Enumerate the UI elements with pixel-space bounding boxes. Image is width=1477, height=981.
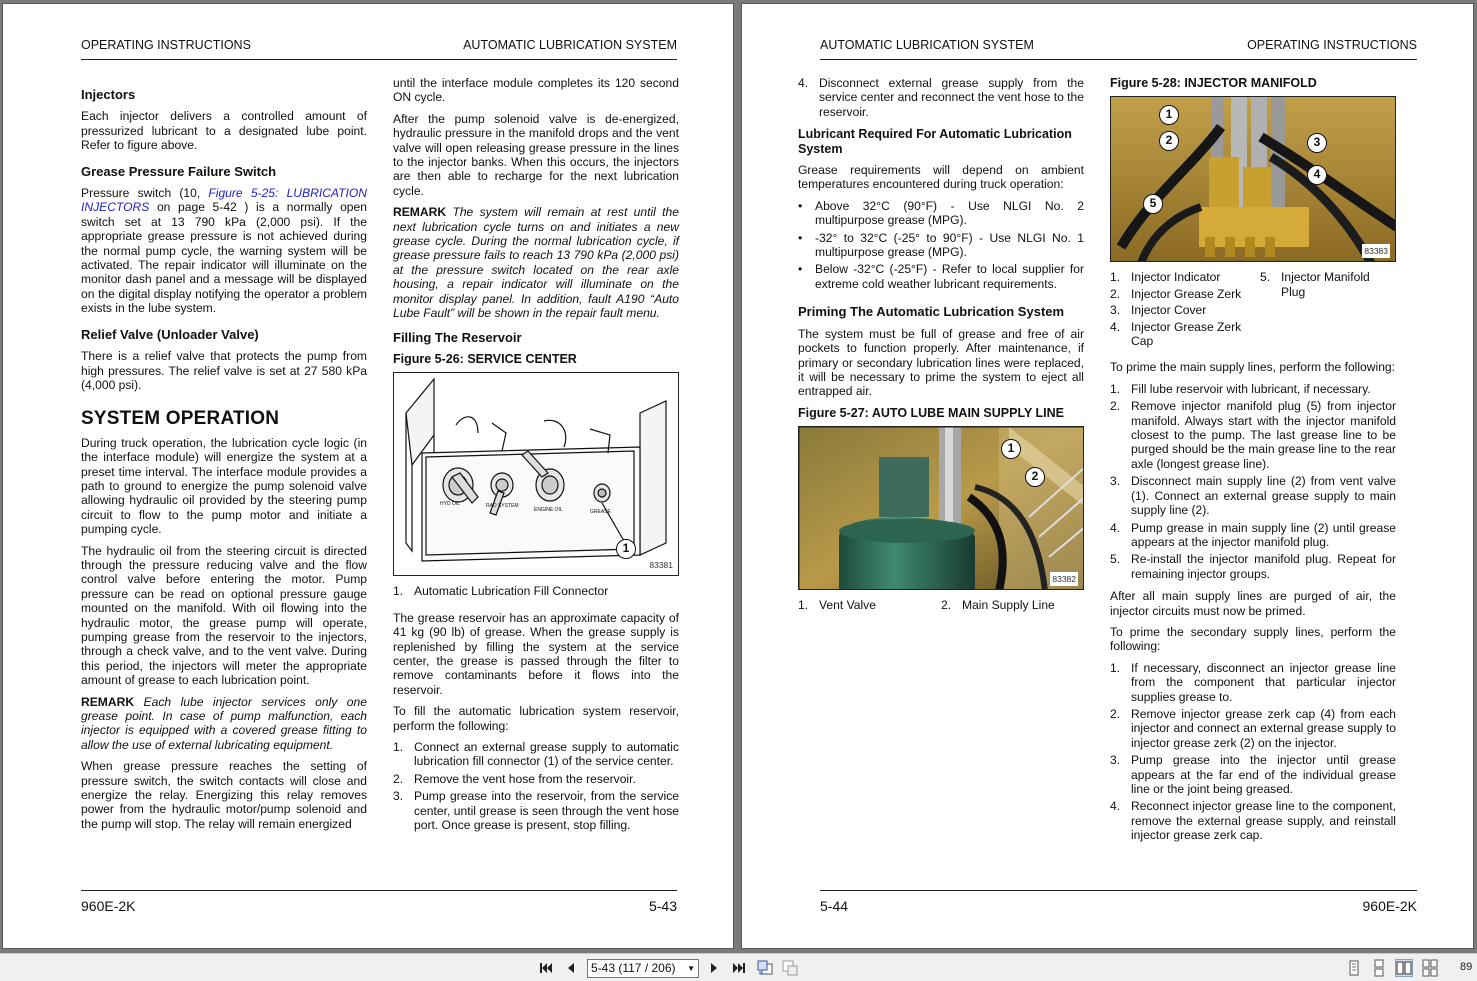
label-engine-oil: ENGINE OIL bbox=[534, 507, 563, 514]
fig28-callout-5: 5 bbox=[1143, 194, 1163, 214]
fig27-callout-1: 1 bbox=[1001, 439, 1021, 459]
fig26-id: 83381 bbox=[649, 559, 673, 570]
fig26-legend-item: 1. Automatic Lubrication Fill Connector bbox=[393, 584, 609, 599]
zoom-level[interactable]: 89 bbox=[1460, 961, 1473, 973]
col2-para-2: After the pump solenoid valve is de-energized, hydraulic pressure in the manifold drops and the vent valve will open releasing grease pressure in the lines to the injector banks. When this occurs, the injectors are then able to recharge for the next lubrication cycle. bbox=[393, 111, 679, 198]
right-header-left: AUTOMATIC LUBRICATION SYSTEM bbox=[820, 38, 1034, 52]
right-footer bbox=[820, 890, 1417, 920]
fig28-callout-1: 1 bbox=[1159, 105, 1179, 125]
lubricant-heading: Lubricant Required For Automatic Lubrication System bbox=[798, 127, 1072, 156]
injectors-text: Each injector delivers a controlled amount of pressurized lubricant to a designated lube point. Refer to figure above. bbox=[81, 109, 367, 153]
right-page bbox=[741, 3, 1474, 949]
lubricant-text: Grease requirements will depend on ambient temperatures encountered during truck operation: bbox=[798, 163, 1084, 192]
remark-2: REMARK The system will remain at rest until the next lubrication cycle turns on and initiates a new grease cycle. During the normal lubrication cycle, if grease pressure fails to reach 13 790 kPa (2,000 psi) at the pressure switch located on the rear axle housing, a repair indicator will illuminate on the monitor display panel. In addition, fault A190 “Auto Lube Fault” will be shown in the repair fault menu. bbox=[393, 205, 679, 321]
col2-para-1: until the interface module completes its 120 second ON cycle. bbox=[393, 76, 679, 105]
left-footer-right: 5-43 bbox=[648, 898, 677, 914]
grease-bullets bbox=[798, 199, 1084, 291]
prev-page-icon[interactable] bbox=[562, 959, 580, 977]
single-page-icon[interactable] bbox=[1345, 959, 1363, 977]
viewer-toolbar bbox=[0, 953, 1477, 981]
filling-heading: Filling The Reservoir bbox=[393, 329, 522, 345]
fig28-legend-item: 1. Injector Indicator bbox=[1110, 270, 1221, 285]
figure-5-27-main-supply-line bbox=[798, 426, 1084, 590]
right-col-2 bbox=[1110, 76, 1396, 851]
fill-step: 2. Remove the vent hose from the reservoir. bbox=[393, 771, 636, 786]
secondary-prime-intro: To prime the secondary supply lines, perform the following: bbox=[1110, 624, 1396, 654]
priming-text: The system must be full of grease and free of air pockets to function properly. After maintenance, if primary or secondary lubrication lines were replaced, it will be necessary to prime the system to eject all entrapped air. bbox=[798, 326, 1084, 399]
secondary-prime-step: 3. Pump grease into the injector until grease appears at the far end of the individual grease line or the joint being greased. bbox=[1110, 753, 1396, 796]
left-page bbox=[2, 3, 734, 949]
system-operation-heading: SYSTEM OPERATION bbox=[81, 408, 280, 430]
grease-bullet: • Above 32°C (90°F) - Use NLGI No. 2 multipurpose grease (MPG). bbox=[798, 199, 1084, 228]
grease-switch-text: Pressure switch (10, Figure 5-25: LUBRICATION INJECTORS on page 5-42 ) is a normally open switch set at 13 790 kPa (2,000 psi). If the appropriate grease pressure is not achieved during the normal pump cycle, the warning system will be activated. The repair indicator will illuminate on the monitor dash panel and a message will be displayed on the digital display notifying the operator a problem exists in the lube system. bbox=[81, 186, 367, 316]
figure-5-26-service-center bbox=[393, 372, 679, 576]
fig28-legend-right bbox=[1260, 270, 1396, 350]
fig27-legend-item: 2. Main Supply Line bbox=[941, 598, 1055, 613]
fig26-legend bbox=[393, 584, 679, 598]
fig28-legend-item: 3. Injector Cover bbox=[1110, 303, 1207, 318]
fill-step: 3. Pump grease into the reservoir, from the service center, until grease is seen through the vent hose port. Once grease is present, stop filling. bbox=[393, 789, 679, 832]
last-page-icon[interactable] bbox=[730, 959, 748, 977]
secondary-prime-steps bbox=[1110, 661, 1396, 843]
fill-step: 1. Connect an external grease supply to automatic lubrication fill connector (1) of the service center. bbox=[393, 739, 679, 769]
priming-heading: Priming The Automatic Lubrication System bbox=[798, 304, 1065, 320]
main-prime-step: 2. Remove injector manifold plug (5) from injector manifold. Always start with the injector manifold closest to the pump. The last grease line to be purged should be the main grease line to the rear axle (longest grease line). bbox=[1110, 399, 1396, 471]
fig28-callout-4: 4 bbox=[1307, 165, 1327, 185]
relief-valve-heading: Relief Valve (Unloader Valve) bbox=[81, 326, 259, 342]
main-prime-steps bbox=[1110, 382, 1396, 581]
grease-bullet: • -32° to 32°C (-25° to 90°F) - Use NLGI No. 1 multipurpose grease (MPG). bbox=[798, 231, 1084, 260]
grease-switch-heading: Grease Pressure Failure Switch bbox=[81, 163, 277, 179]
left-footer bbox=[81, 890, 677, 920]
sysop-para-1: During truck operation, the lubrication cycle logic (in the interface module) will energize the system at a preset time interval. The interface module provides a path to ground to energize the pump solenoid valve allowing hydraulic oil provided by the steering pump circuit to flow to the pump motor and initiate a pumping cycle. bbox=[81, 435, 367, 537]
next-page-icon[interactable] bbox=[705, 959, 723, 977]
service-center-drawing bbox=[394, 373, 679, 576]
fig26-callout-1: 1 bbox=[616, 539, 636, 559]
right-footer-left: 5-44 bbox=[820, 898, 849, 914]
main-prime-step: 3. Disconnect main supply line (2) from vent valve (1). Connect an external grease supply to main supply line (2). bbox=[1110, 474, 1396, 518]
fig27-legend bbox=[798, 598, 1084, 614]
main-prime-step: 1. Fill lube reservoir with lubricant, if necessary. bbox=[1110, 381, 1371, 396]
remark-1: REMARK Each lube injector services only one grease point. In case of pump malfunction, each injector is equipped with a covered grease fitting to allow the use of external lubricating equipment. bbox=[81, 694, 367, 752]
fill-step-4-list bbox=[798, 76, 1084, 119]
fig28-legend-left bbox=[1110, 270, 1260, 350]
fig28-legend-item: 5. Injector Manifold Plug bbox=[1260, 270, 1370, 299]
secondary-prime-step: 4. Reconnect injector grease line to the component, remove the external grease supply, and reinstall injector grease zerk cap. bbox=[1110, 799, 1396, 843]
left-header bbox=[81, 38, 677, 60]
right-footer-right: 960E-2K bbox=[1362, 898, 1417, 914]
relief-valve-text: There is a relief valve that protects the pump from high pressures. The relief valve is set at 27 580 kPa (4,000 psi). bbox=[81, 349, 367, 392]
fig27-callout-2: 2 bbox=[1025, 467, 1045, 487]
right-header-right: OPERATING INSTRUCTIONS bbox=[1247, 38, 1417, 52]
fig28-legend-item: 2. Injector Grease Zerk bbox=[1110, 286, 1242, 301]
chevron-down-icon: ▼ bbox=[687, 964, 695, 973]
main-prime-intro: To prime the main supply lines, perform the following: bbox=[1110, 360, 1396, 375]
continuous-facing-icon[interactable] bbox=[1421, 959, 1439, 977]
fig28-callout-3: 3 bbox=[1307, 133, 1327, 153]
left-col-2 bbox=[393, 76, 679, 840]
right-header bbox=[820, 38, 1417, 60]
continuous-icon[interactable] bbox=[1370, 959, 1388, 977]
right-col-1 bbox=[798, 76, 1084, 625]
fig28-callout-2: 2 bbox=[1159, 131, 1179, 151]
page-number-value: 5-43 (117 / 206) bbox=[591, 961, 676, 975]
fig28-legend-item: 4. Injector Grease Zerk Cap bbox=[1110, 319, 1242, 349]
secondary-prime-step: 1. If necessary, disconnect an injector grease line from the component that particular injector supplies grease to. bbox=[1110, 660, 1396, 704]
secondary-prime-step: 2. Remove injector grease zerk cap (4) from each injector and connect an external grease supply to injector grease zerk (2) on the injector. bbox=[1110, 706, 1396, 750]
grease-bullet: • Below -32°C (-25°F) - Refer to local supplier for extreme cold weather lubricant requirements. bbox=[798, 262, 1084, 291]
sysop-para-2: The hydraulic oil from the steering circuit is directed through the pressure reducing valve and the flow control valve before entering the motor. Pump pressure can be read on optional pressure gauge mounted on the manifold. With oil flowing into the hydraulic motor, the grease pump will operate, pumping grease from the reservoir to the injectors, through a check valve, and to the vent valve. During this period, the injectors will meter the appropriate amount of grease to each lubrication point. bbox=[81, 543, 367, 688]
col2-para-3: The grease reservoir has an approximate capacity of 41 kg (90 lb) of grease. When the grease supply is replenished by filling the system at the service center, the grease is passed through the filter to remove contaminants before it flows into the reservoir. bbox=[393, 610, 679, 697]
fig27-id: 83382 bbox=[1050, 572, 1078, 586]
fill-step: 4. Disconnect external grease supply from the service center and reconnect the vent hose to the reservoir. bbox=[798, 76, 1084, 119]
fig28-legend bbox=[1110, 270, 1396, 350]
fill-steps bbox=[393, 740, 679, 832]
page-number-select[interactable] bbox=[587, 959, 699, 978]
injector-manifold-photo bbox=[1111, 97, 1396, 262]
main-prime-step: 5. Re-install the injector manifold plug. Repeat for remaining injector groups. bbox=[1110, 552, 1396, 581]
left-col-1 bbox=[81, 88, 367, 838]
label-hyd-oil: HYD OIL bbox=[440, 501, 461, 508]
left-footer-left: 960E-2K bbox=[81, 898, 136, 914]
injectors-heading: Injectors bbox=[81, 87, 136, 102]
sysop-para-3: When grease pressure reaches the setting of pressure switch, the switch contacts will close and energize the relay. Energizing this relay removes power from the hydraulic motor/pump solenoid and the pump will stop. The relay will remain energized bbox=[81, 759, 367, 831]
fig28-id: 83383 bbox=[1362, 244, 1390, 258]
figure-5-28-injector-manifold bbox=[1110, 96, 1396, 262]
figure-5-27-title: Figure 5-27: AUTO LUBE MAIN SUPPLY LINE bbox=[798, 405, 1065, 420]
figure-5-28-title: Figure 5-28: INJECTOR MANIFOLD bbox=[1110, 76, 1317, 90]
figure-5-26-title: Figure 5-26: SERVICE CENTER bbox=[393, 351, 577, 366]
col2-para-4: To fill the automatic lubrication system reservoir, perform the following: bbox=[393, 704, 679, 733]
label-grease: GREASE bbox=[590, 509, 611, 516]
facing-icon[interactable] bbox=[1395, 959, 1413, 977]
left-header-left: OPERATING INSTRUCTIONS bbox=[81, 38, 251, 52]
back-view-icon[interactable] bbox=[756, 959, 774, 977]
main-prime-step: 4. Pump grease in main supply line (2) until grease appears at the injector manifold plug. bbox=[1110, 520, 1396, 549]
after-purge-text: After all main supply lines are purged of air, the injector circuits must now be primed. bbox=[1110, 589, 1396, 618]
fig27-legend-item: 1. Vent Valve bbox=[798, 598, 876, 613]
first-page-icon[interactable] bbox=[537, 959, 555, 977]
main-supply-photo bbox=[799, 427, 1084, 590]
left-header-right: AUTOMATIC LUBRICATION SYSTEM bbox=[463, 38, 677, 52]
label-rad-system: RAD SYSTEM bbox=[486, 503, 519, 510]
figure-5-25-link[interactable]: Figure 5-25: LUBRICATION INJECTORS bbox=[81, 186, 367, 215]
forward-view-icon[interactable] bbox=[781, 959, 799, 977]
